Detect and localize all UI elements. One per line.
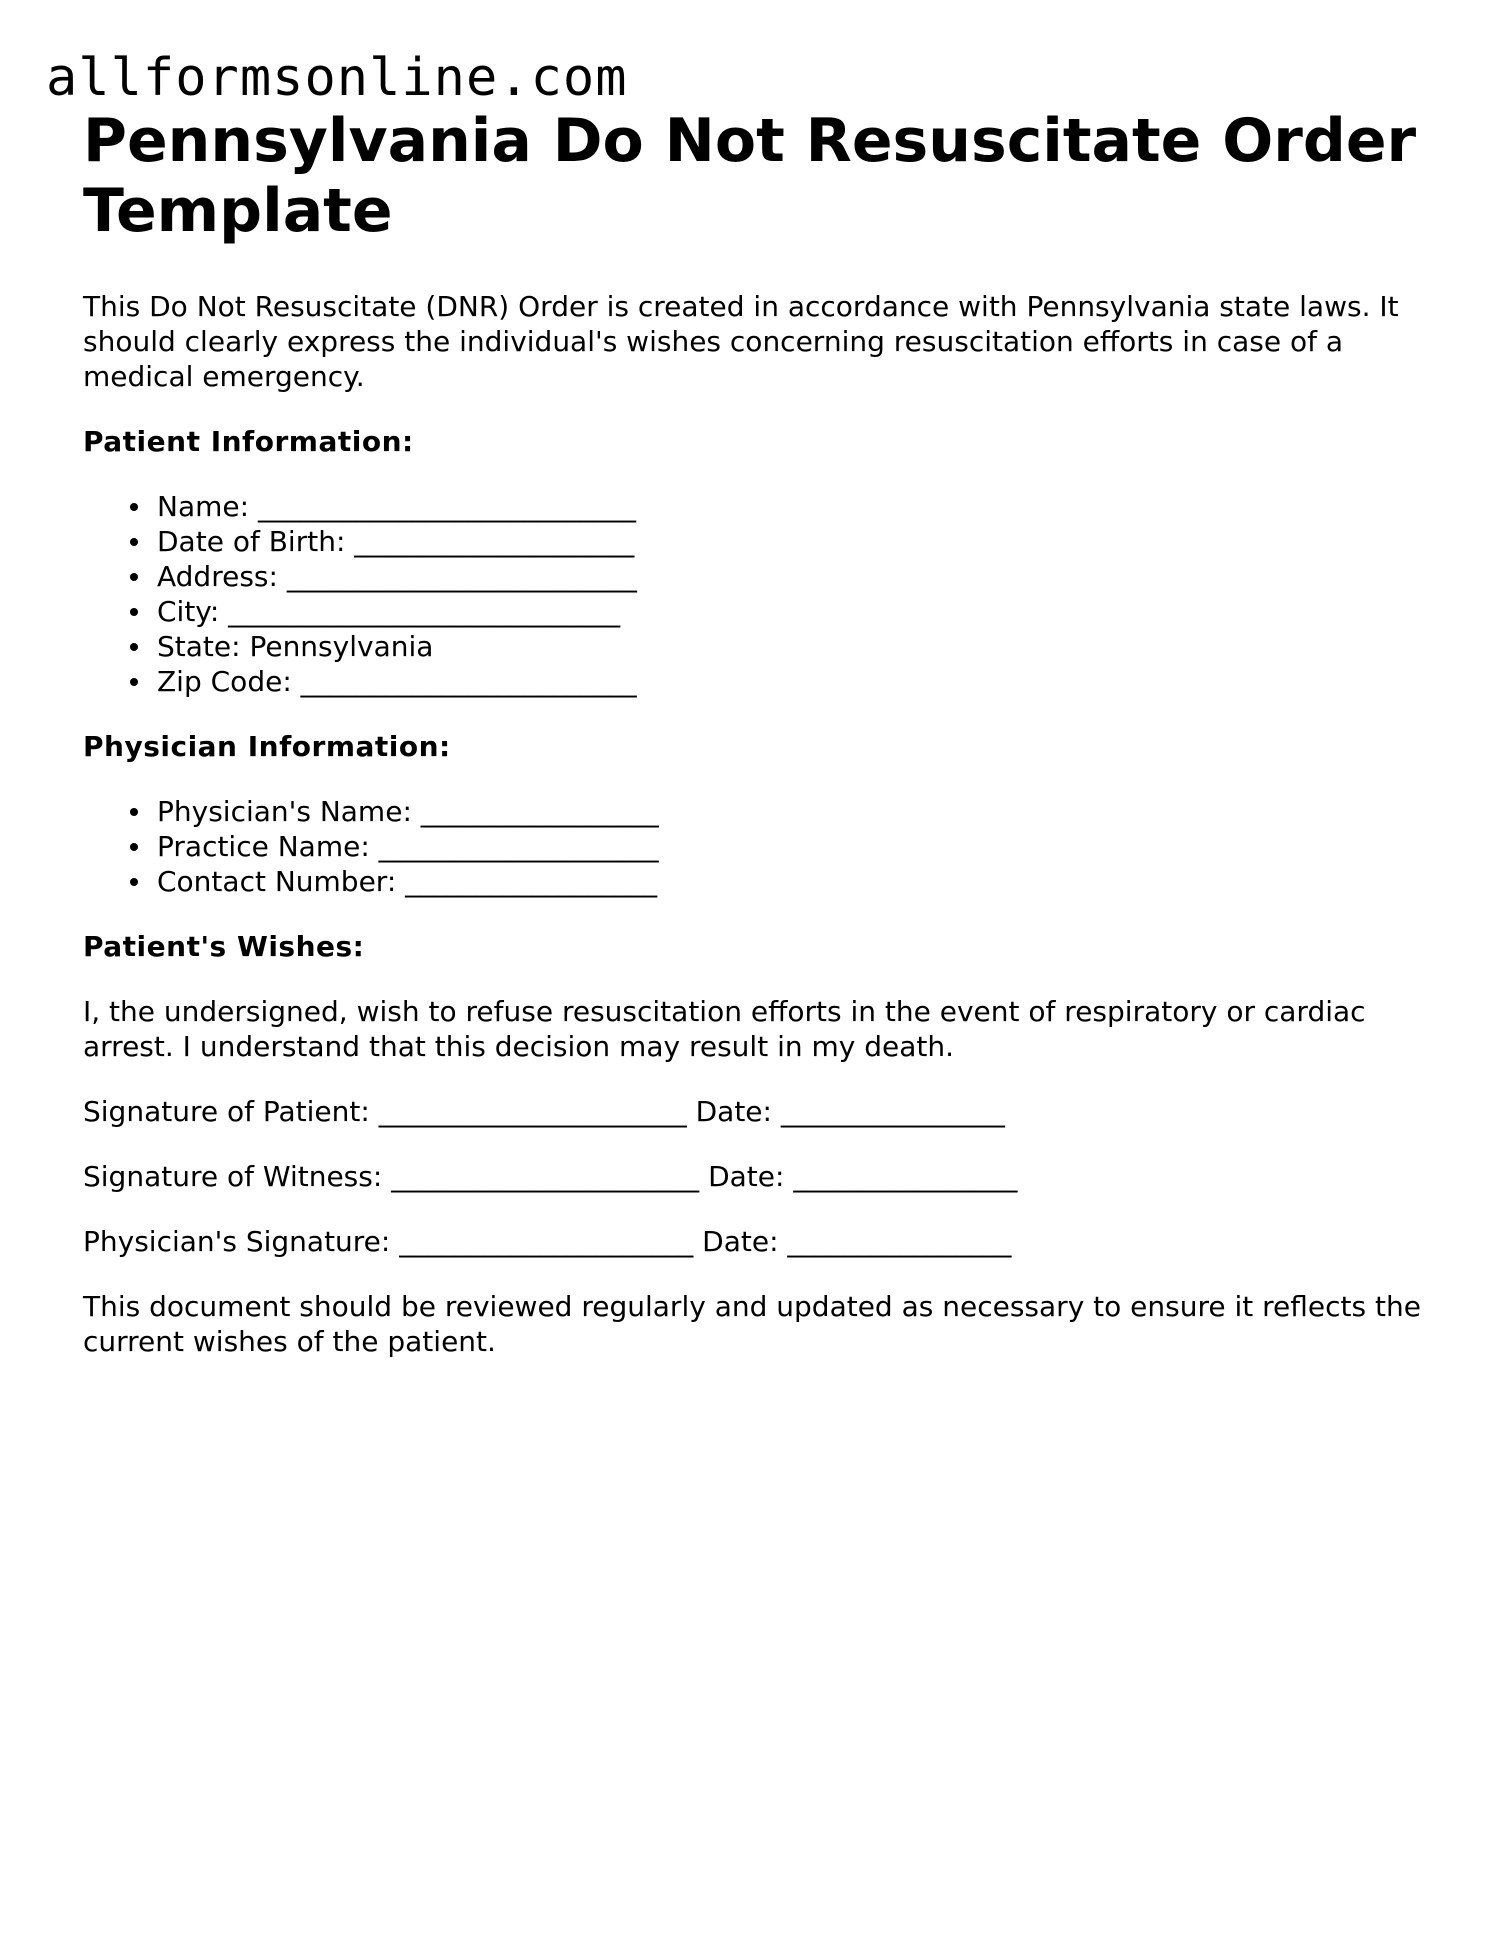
intro-paragraph: This Do Not Resuscitate (DNR) Order is created in accordance with Pennsylvania state laws. It should clearly express the individual's wishes concerning resuscitation efforts in case of a medical emergency. (83, 290, 1399, 393)
patient-signature-line: Signature of Patient: ______________________ Date: ________________ (83, 1095, 1005, 1128)
bullet-icon (130, 573, 138, 581)
patient-state-field: State: Pennsylvania (157, 629, 1443, 664)
closing-paragraph: This document should be reviewed regularly and updated as necessary to ensure it reflects the current wishes of the patient. (83, 1290, 1421, 1358)
bullet-icon (130, 643, 138, 651)
patient-address-field: Address: _________________________ (157, 559, 1443, 594)
document-body (83, 106, 1443, 1359)
bullet-icon (130, 503, 138, 511)
patient-info-heading: Patient Information: (83, 425, 414, 458)
physician-info-heading: Physician Information: (83, 730, 451, 763)
patient-city-field: City: ____________________________ (157, 594, 1443, 629)
practice-name-field: Practice Name: ____________________ (157, 829, 1443, 864)
witness-signature-line: Signature of Witness: ______________________ Date: ________________ (83, 1160, 1018, 1193)
physician-signature-line: Physician's Signature: _____________________ Date: ________________ (83, 1225, 1012, 1258)
wishes-statement: I, the undersigned, wish to refuse resuscitation efforts in the event of respiratory or cardiac arrest. I understand that this decision may result in my death. (83, 995, 1366, 1063)
patient-info-list (83, 489, 1443, 699)
physician-name-field: Physician's Name: _________________ (157, 794, 1443, 829)
patient-name-field: Name: ___________________________ (157, 489, 1443, 524)
patient-dob-field: Date of Birth: ____________________ (157, 524, 1443, 559)
bullet-icon (130, 808, 138, 816)
bullet-icon (130, 538, 138, 546)
patient-zip-field: Zip Code: ________________________ (157, 664, 1443, 699)
site-watermark: allformsonline.com (46, 48, 628, 108)
bullet-icon (130, 608, 138, 616)
contact-number-field: Contact Number: __________________ (157, 864, 1443, 899)
bullet-icon (130, 678, 138, 686)
wishes-heading: Patient's Wishes: (83, 930, 365, 963)
physician-info-list (83, 794, 1443, 899)
bullet-icon (130, 843, 138, 851)
bullet-icon (130, 878, 138, 886)
document-title: Pennsylvania Do Not Resuscitate Order Template (83, 106, 1417, 246)
